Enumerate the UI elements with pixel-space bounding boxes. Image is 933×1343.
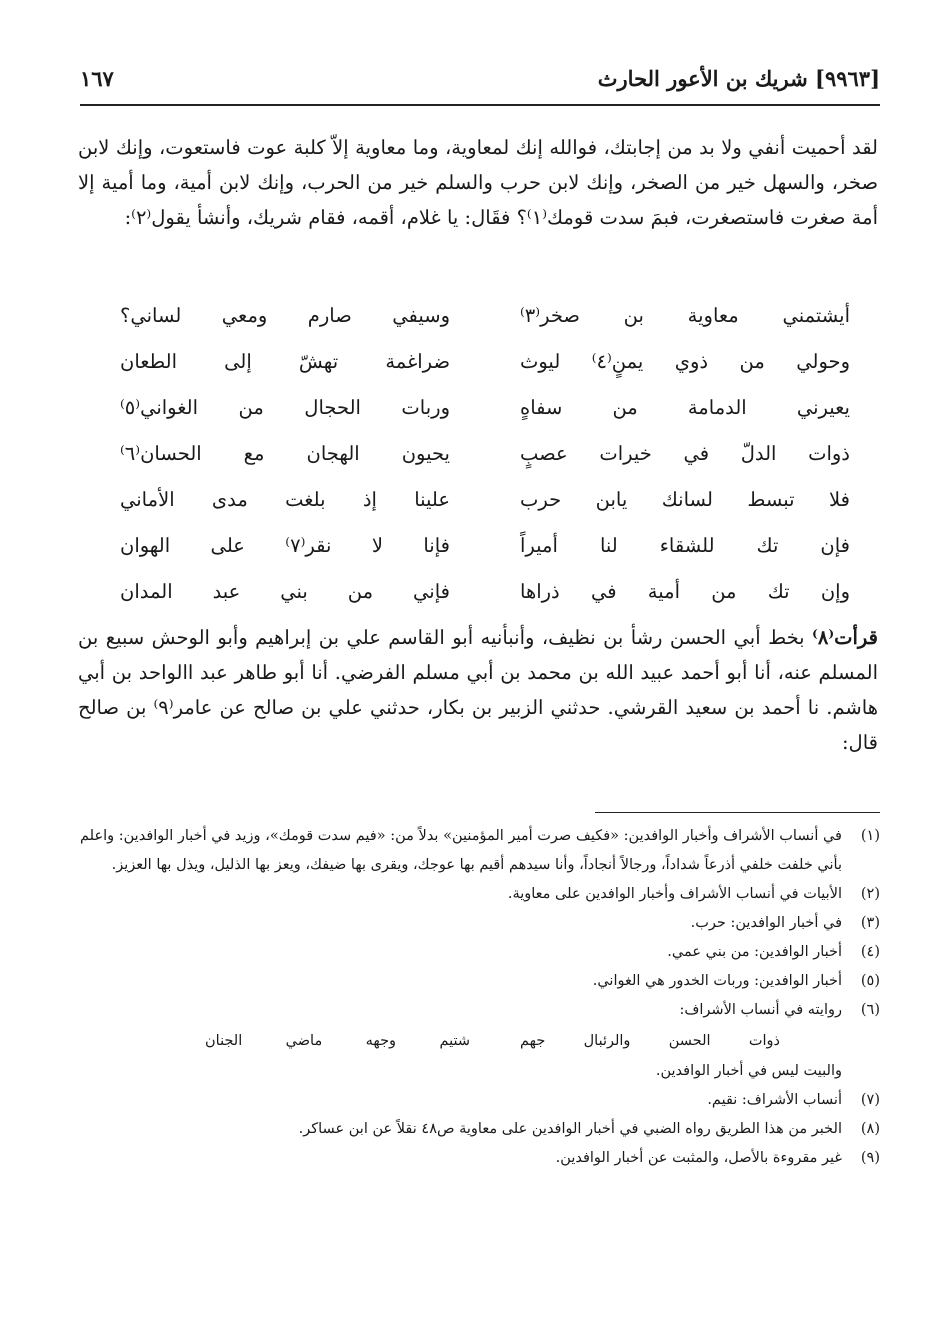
header-title: [٩٩٦٣] شريك بن الأعور الحارث: [597, 66, 880, 91]
footnote-verse-second-hemistich: شتيم وجهه ماضي الجنان: [205, 1033, 470, 1049]
footnote-number: (٣): [860, 915, 880, 931]
verse-first-hemistich: وحولي من ذوي يمنٍ⁽٤⁾ ليوث: [520, 350, 850, 373]
reading-lead: قرأت⁽٨⁾: [812, 626, 878, 649]
footnote-3: [80, 909, 880, 938]
footnote-7: [80, 1086, 880, 1115]
poem: [110, 304, 850, 626]
footnote-6-verse: [80, 1025, 880, 1057]
footnote-text: روايته في أنساب الأشراف:: [679, 1002, 842, 1018]
footnote-verse-first-hemistich: ذوات الحسن والرئبال جهم: [520, 1033, 780, 1049]
footnote-text: أخبار الوافدين: من بني عمي.: [667, 944, 842, 960]
verse-5: [110, 488, 850, 534]
footnote-number: (١): [860, 828, 880, 844]
running-header: [80, 60, 880, 100]
verse-second-hemistich: يحيون الهجان مع الحسان⁽٦⁾: [120, 442, 450, 465]
footnote-number: (٤): [860, 944, 880, 960]
footnote-2: [80, 880, 880, 909]
footnote-number: (٦): [860, 1002, 880, 1018]
verse-second-hemistich: وسيفي صارم ومعي لساني؟: [120, 304, 450, 327]
verse-first-hemistich: ذوات الدلّ في خيرات عصبٍ: [520, 442, 850, 465]
verse-first-hemistich: وإن تك من أمية في ذراها: [520, 580, 850, 603]
footnote-text: أنساب الأشراف: نقيم.: [707, 1092, 842, 1108]
footnotes: [80, 822, 880, 1173]
verse-6: [110, 534, 850, 580]
footnote-6-continuation: [80, 1057, 880, 1086]
footnote-rule: [595, 812, 880, 813]
verse-1: [110, 304, 850, 350]
footnote-number: (٨): [860, 1121, 880, 1137]
footnote-text: والبيت ليس في أخبار الوافدين.: [655, 1063, 842, 1079]
footnote-text: غير مقروءة بالأصل، والمثبت عن أخبار الوافدين.: [555, 1150, 842, 1166]
verse-first-hemistich: فلا تبسط لسانك يابن حرب: [520, 488, 850, 511]
footnote-4: [80, 938, 880, 967]
verse-second-hemistich: وربات الحجال من الغواني⁽٥⁾: [120, 396, 450, 419]
verse-4: [110, 442, 850, 488]
footnote-5: [80, 967, 880, 996]
footnote-number: (٥): [860, 973, 880, 989]
footnote-text: الأبيات في أنساب الأشراف وأخبار الوافدين على معاوية.: [507, 886, 842, 902]
verse-second-hemistich: فإنا لا نقر⁽٧⁾ على الهوان: [120, 534, 450, 557]
footnote-text: الخبر من هذا الطريق رواه الضبي في أخبار الوافدين على معاوية ص٤٨ نقلاً عن ابن عساكر.: [298, 1121, 842, 1137]
footnote-text: في أخبار الوافدين: حرب.: [690, 915, 842, 931]
footnote-1: [80, 822, 880, 880]
verse-second-hemistich: ضراغمة تهشّ إلى الطعان: [120, 350, 450, 373]
verse-first-hemistich: فإن تك للشقاء لنا أميراً: [520, 534, 850, 557]
verse-second-hemistich: علينا إذ بلغت مدى الأماني: [120, 488, 450, 511]
verse-first-hemistich: يعيرني الدمامة من سفاهٍ: [520, 396, 850, 419]
reading-text: بخط أبي الحسن رشأ بن نظيف، وأنبأنيه أبو القاسم علي بن إبراهيم وأبو الوحش سبيع بن المسلم عنه، أنا أبو أحمد عبيد الله بن محمد بن أبي مسلم الفرضي. أنا أبو طاهر عبد االواحد بن أبي هاشم. نا أحمد بن سعيد القرشي. حدثني الزبير بن بكار، حدثني علي بن صالح عن عامر⁽٩⁾ بن صالح قال:: [78, 626, 878, 754]
footnote-6: [80, 996, 880, 1025]
footnote-number: (٧): [860, 1092, 880, 1108]
intro-text: لقد أحميت أنفي ولا بد من إجابتك، فوالله إنك لمعاوية، وما معاوية إلاّ كلبة عوت فاستعوت، وإنك لابن صخر، والسهل خير من الصخر، وإنك لابن حرب والسلم خير من الحرب، وإنك لابن أمية، وما أمية إلا أمة صغرت فاستصغرت، فبمَ سدت قومك⁽١⁾؟ فقَال: يا غلام، أقمه، فقام شريك، وأنشأ يقول⁽٢⁾:: [78, 136, 878, 229]
page-number: ١٦٧: [80, 66, 114, 91]
footnote-number: (٩): [860, 1150, 880, 1166]
footnote-text: في أنساب الأشراف وأخبار الوافدين: «فكيف صرت أمير المؤمنين» بدلاً من: «فيم سدت قومك»، وزيد في أخبار الوافدين: واعلم بأني خلفت خلفي أذرعاً شداداً، ورجالاً أنجاداً، وأنا سيدهم أقيم بها عوجك، ويقرى بها ضيفك، ويعز بها الذليل، ويذل بها العزيز.: [80, 828, 842, 873]
footnote-8: [80, 1115, 880, 1144]
footnote-text: أخبار الوافدين: وربات الخدور هي الغواني.: [592, 973, 842, 989]
verse-3: [110, 396, 850, 442]
verse-2: [110, 350, 850, 396]
verse-second-hemistich: فإني من بني عبد المدان: [120, 580, 450, 603]
reading-paragraph: [78, 620, 878, 760]
header-rule: [80, 104, 880, 106]
intro-paragraph: [78, 130, 878, 235]
footnote-9: [80, 1144, 880, 1173]
verse-first-hemistich: أيشتمني معاوية بن صخر⁽٣⁾: [520, 304, 850, 327]
footnote-number: (٢): [860, 886, 880, 902]
